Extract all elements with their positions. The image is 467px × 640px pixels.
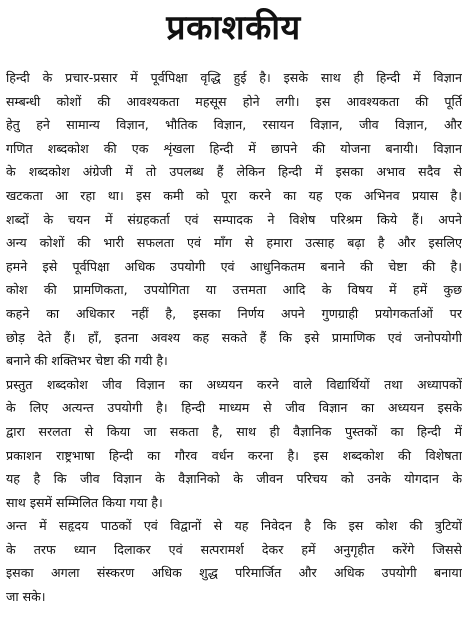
text-line: बनाने की शक्तिभर चेष्टा की गयी है। [6, 353, 168, 369]
text-line: खटकता आ रहा था। इस कमी को पूरा करने का यह एक अभिनव प्रयास है। [6, 187, 462, 203]
text-line: हिन्दी के प्रचार-प्रसार में पूर्वपिक्षा वृद्धि हुई है। इसके साथ ही हिन्दी में विज्ञान [6, 70, 462, 85]
paragraph [6, 373, 462, 515]
text-line: सम्बन्धी कोशों की आवश्यकता महसूस होने लगी। इस आवश्यकता की पूर्ति [6, 93, 462, 109]
text-line: द्वारा सरलता से किया जा सकता है, साथ ही वैज्ञानिक पुस्तकों का हिन्दी में [6, 423, 462, 439]
paragraph [6, 514, 462, 608]
text-line: के तरफ ध्यान दिलाकर एवं सत्परामर्श देकर हमें अनुगृहीत करेंगे जिससे [6, 541, 462, 557]
text-line: अन्त में सहृदय पाठकों एवं विद्वानों से यह निवेदन है कि इस कोश की त्रुटियों [6, 518, 462, 534]
text-line: हेतु हने सामान्य विज्ञान, भौतिक विज्ञान, रसायन विज्ञान, जीव विज्ञान, और [6, 117, 462, 133]
text-line: यह है कि जीव विज्ञान के वैज्ञानिको के जीवन परिचय को उनके योगदान के [6, 471, 462, 487]
text-line: प्रस्तुत शब्दकोश जीव विज्ञान का अध्ययन करने वाले विद्यार्थियों तथा अध्यापकों [6, 376, 462, 392]
text-line: शब्दों के चयन में संग्रहकर्ता एवं सम्पादक ने विशेष परिश्रम किये हैं। अपने [6, 211, 462, 227]
page-title: प्रकाशकीय [166, 8, 301, 48]
text-line: हमने इसे पूर्वपिक्षा अधिक उपयोगी एवं आधुनिकतम बनाने की चेष्टा की है। [6, 258, 462, 274]
text-line: कोश की प्रामणिकता, उपयोगिता या उत्तमता आदि के विषय में हमें कुछ [6, 282, 462, 298]
text-line: गणित शब्दकोश की एक शृंखला हिन्दी में छापने की योजना बनायी। विज्ञान [6, 140, 462, 156]
text-line: कहने का अधिकार नहीं है, इसका निर्णय अपने गुणग्राही प्रयोगकर्ताओं पर [6, 305, 462, 321]
text-line: इसका अगला संस्करण अधिक शुद्ध परिमार्जित और अधिक उपयोगी बनाया [6, 565, 462, 581]
text-line: साथ इसमें सम्मिलित किया गया है। [6, 494, 163, 510]
text-line: प्रकाशन राष्ट्रभाषा हिन्दी का गौरव वर्धन करना है। इस शब्दकोश की विशेषता [6, 447, 462, 463]
text-line: के लिए अत्यन्त उपयोगी है। हिन्दी माध्यम से जीव विज्ञान का अध्ययन इसके [6, 400, 462, 416]
paragraph [6, 66, 462, 373]
text-line: के शब्दकोश अंग्रेजी में तो उपलब्ध हैं लेकिन हिन्दी में इसका अभाव सदैव से [6, 164, 462, 180]
text-line: अन्य कोशों की भारी सफलता एवं माँग से हमारा उत्साह बढ़ा है और इसलिए [6, 235, 462, 251]
text-line: जा सके। [6, 589, 46, 605]
text-line: छोड़ देते हैं। हाँ, इतना अवश्य कह सकते हैं कि इसे प्रामाणिक एवं जनोपयोगी [6, 329, 462, 345]
body-text [6, 66, 462, 609]
